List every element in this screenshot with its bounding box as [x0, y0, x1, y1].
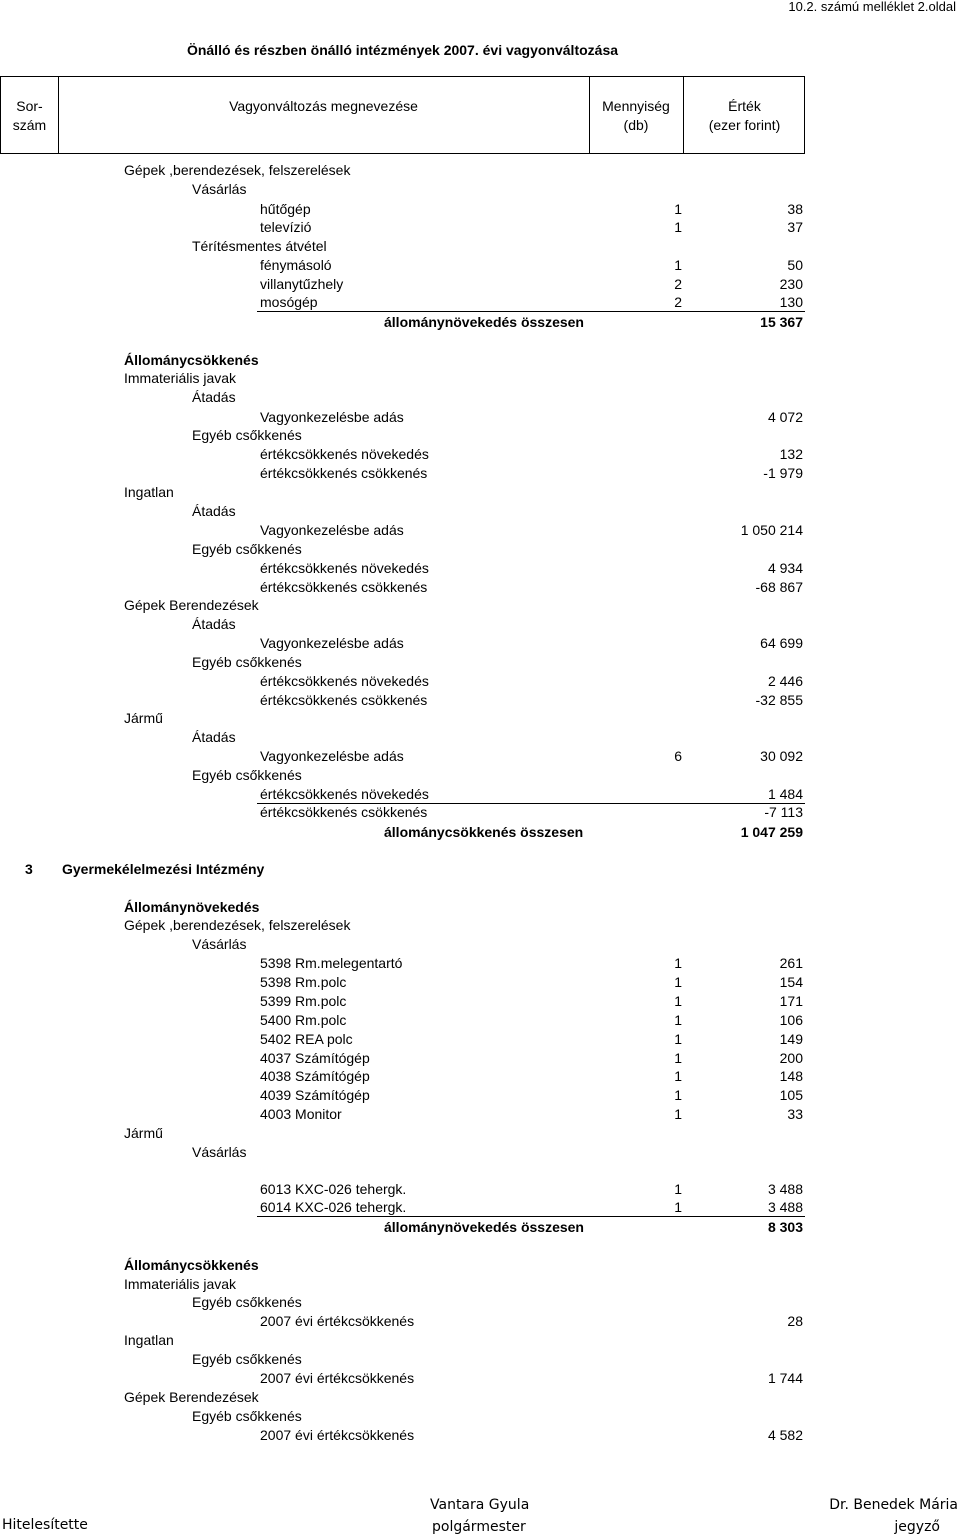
row-label: 4039 Számítógép [260, 1087, 370, 1103]
row-value: 171 [779, 993, 803, 1009]
row-label: értékcsökkenés növekedés [260, 560, 429, 576]
row-label: villanytűzhely [260, 276, 344, 292]
row-label: Egyéb csőkkenés [192, 541, 302, 557]
row-label: 5398 Rm.melegentartó [260, 955, 403, 971]
row-value: 1 744 [767, 1370, 803, 1386]
row-label: Egyéb csőkkenés [192, 767, 302, 783]
row-label: 4038 Számítógép [260, 1068, 370, 1084]
header-col-number [1, 97, 58, 135]
row-label: Állománynövekedés [124, 899, 260, 915]
row-label: 4037 Számítógép [260, 1050, 370, 1066]
header-col-description: Vagyonváltozás megnevezése [229, 98, 418, 114]
row-label: 2007 évi értékcsökkenés [260, 1370, 415, 1386]
header-col-value [683, 97, 806, 135]
row-label: 6014 KXC-026 tehergk. [260, 1199, 407, 1215]
row-value: 8 303 [767, 1219, 803, 1235]
row-value: 28 [787, 1313, 803, 1329]
row-label: hűtőgép [260, 201, 311, 217]
row-value: 64 699 [760, 635, 803, 651]
signer2-title: jegyző [894, 1519, 940, 1535]
header-col-value-line1: Érték [728, 98, 761, 114]
row-quantity: 1 [674, 1012, 682, 1028]
row-label: Egyéb csőkkenés [192, 427, 302, 443]
row-value: 15 367 [760, 314, 803, 330]
row-value: -1 979 [763, 465, 803, 481]
row-value: 261 [779, 955, 803, 971]
row-quantity: 1 [674, 993, 682, 1009]
row-quantity: 1 [674, 974, 682, 990]
row-quantity: 2 [674, 276, 682, 292]
header-col-value-line2: (ezer forint) [708, 117, 781, 133]
row-label: állománynövekedés összesen [384, 314, 584, 330]
row-label: Ingatlan [124, 484, 174, 500]
row-value: 4 072 [767, 409, 803, 425]
row-label: értékcsökkenés csökkenés [260, 465, 428, 481]
row-label: értékcsökkenés csökkenés [260, 804, 428, 820]
row-label: 2007 évi értékcsökkenés [260, 1313, 415, 1329]
header-col-quantity [589, 97, 683, 135]
row-label: Átadás [192, 616, 236, 632]
row-label: értékcsökkenés csökkenés [260, 692, 428, 708]
row-value: 1 484 [767, 786, 803, 802]
footer-certifier: Hitelesítette [2, 1517, 88, 1533]
row-label: Vagyonkezelésbe adás [260, 748, 404, 764]
row-label: Egyéb csőkkenés [192, 654, 302, 670]
row-quantity: 2 [674, 294, 682, 310]
row-value: -7 113 [764, 804, 803, 820]
total-rule [257, 311, 805, 312]
row-value: -32 855 [755, 692, 803, 708]
row-label: Állománycsökkenés [124, 1257, 259, 1273]
row-quantity: 1 [674, 219, 682, 235]
row-label: 5398 Rm.polc [260, 974, 347, 990]
row-label: Vagyonkezelésbe adás [260, 522, 404, 538]
row-label: Vásárlás [192, 1144, 247, 1160]
row-label: Gyermekélelmezési Intézmény [62, 861, 265, 877]
row-value: 3 488 [767, 1199, 803, 1215]
row-number: 3 [25, 861, 33, 877]
row-label: értékcsökkenés növekedés [260, 673, 429, 689]
row-value: 200 [779, 1050, 803, 1066]
row-label: 2007 évi értékcsökkenés [260, 1427, 415, 1443]
row-quantity: 1 [674, 257, 682, 273]
row-label: Gépek Berendezések [124, 1389, 259, 1405]
row-label: Átadás [192, 503, 236, 519]
row-label: állománycsökkenés összesen [384, 824, 584, 840]
row-label: Immateriális javak [124, 1276, 237, 1292]
row-label: Egyéb csőkkenés [192, 1351, 302, 1367]
row-label: 4003 Monitor [260, 1106, 342, 1122]
row-quantity: 1 [674, 1199, 682, 1215]
row-value: 37 [787, 219, 803, 235]
row-value: 3 488 [767, 1181, 803, 1197]
row-value: 2 446 [767, 673, 803, 689]
row-quantity: 1 [674, 1068, 682, 1084]
row-label: Térítésmentes átvétel [192, 238, 327, 254]
signer2-name: Dr. Benedek Mária [829, 1497, 958, 1513]
row-value: 30 092 [760, 748, 803, 764]
row-label: Átadás [192, 389, 236, 405]
row-label: Vagyonkezelésbe adás [260, 409, 404, 425]
row-label: Ingatlan [124, 1332, 174, 1348]
row-label: Jármű [124, 710, 163, 726]
row-label: Jármű [124, 1125, 163, 1141]
row-value: 33 [787, 1106, 803, 1122]
row-label: 6013 KXC-026 tehergk. [260, 1181, 407, 1197]
row-value: -68 867 [755, 579, 803, 595]
row-label: Átadás [192, 729, 236, 745]
row-label: Állománycsökkenés [124, 352, 259, 368]
row-label: 5399 Rm.polc [260, 993, 347, 1009]
row-value: 4 582 [767, 1427, 803, 1443]
row-value: 154 [779, 974, 803, 990]
signer1-name: Vantara Gyula [430, 1497, 530, 1513]
row-quantity: 1 [674, 1106, 682, 1122]
row-value: 1 047 259 [740, 824, 803, 840]
row-quantity: 1 [674, 201, 682, 217]
row-label: Gépek Berendezések [124, 597, 259, 613]
row-quantity: 6 [674, 748, 682, 764]
row-value: 4 934 [767, 560, 803, 576]
row-label: értékcsökkenés növekedés [260, 786, 429, 802]
header-col-quantity-line2: (db) [623, 117, 649, 133]
row-label: Vásárlás [192, 181, 247, 197]
row-label: Gépek ,berendezések, felszerelések [124, 162, 351, 178]
row-label: Egyéb csőkkenés [192, 1408, 302, 1424]
row-value: 50 [787, 257, 803, 273]
row-value: 105 [779, 1087, 803, 1103]
row-label: Vagyonkezelésbe adás [260, 635, 404, 651]
row-label: 5400 Rm.polc [260, 1012, 347, 1028]
row-label: értékcsökkenés csökkenés [260, 579, 428, 595]
row-value: 149 [779, 1031, 803, 1047]
row-label: Gépek ,berendezések, felszerelések [124, 917, 351, 933]
row-quantity: 1 [674, 1087, 682, 1103]
row-label: televízió [260, 219, 312, 235]
header-col-number-line2: szám [12, 117, 47, 133]
row-value: 132 [779, 446, 803, 462]
row-value: 230 [779, 276, 803, 292]
row-value: 148 [779, 1068, 803, 1084]
row-label: mosógép [260, 294, 318, 310]
row-quantity: 1 [674, 955, 682, 971]
table-header [0, 76, 805, 154]
row-label: 5402 REA polc [260, 1031, 353, 1047]
row-quantity: 1 [674, 1031, 682, 1047]
row-label: Egyéb csőkkenés [192, 1294, 302, 1310]
page-label: 10.2. számú melléklet 2.oldal [788, 0, 956, 14]
header-col-quantity-line1: Mennyiség [602, 98, 670, 114]
row-label: fénymásoló [260, 257, 332, 273]
row-quantity: 1 [674, 1181, 682, 1197]
row-value: 106 [779, 1012, 803, 1028]
row-label: Immateriális javak [124, 370, 237, 386]
row-quantity: 1 [674, 1050, 682, 1066]
total-rule [257, 1216, 805, 1217]
row-value: 130 [779, 294, 803, 310]
row-label: állománynövekedés összesen [384, 1219, 584, 1235]
header-col-number-line1: Sor- [16, 98, 43, 114]
signer1-title: polgármester [432, 1519, 526, 1535]
row-label: Vásárlás [192, 936, 247, 952]
row-value: 38 [787, 201, 803, 217]
row-value: 1 050 214 [740, 522, 803, 538]
row-label: értékcsökkenés növekedés [260, 446, 429, 462]
page-title: Önálló és részben önálló intézmények 2007. évi vagyonváltozása [186, 42, 619, 58]
